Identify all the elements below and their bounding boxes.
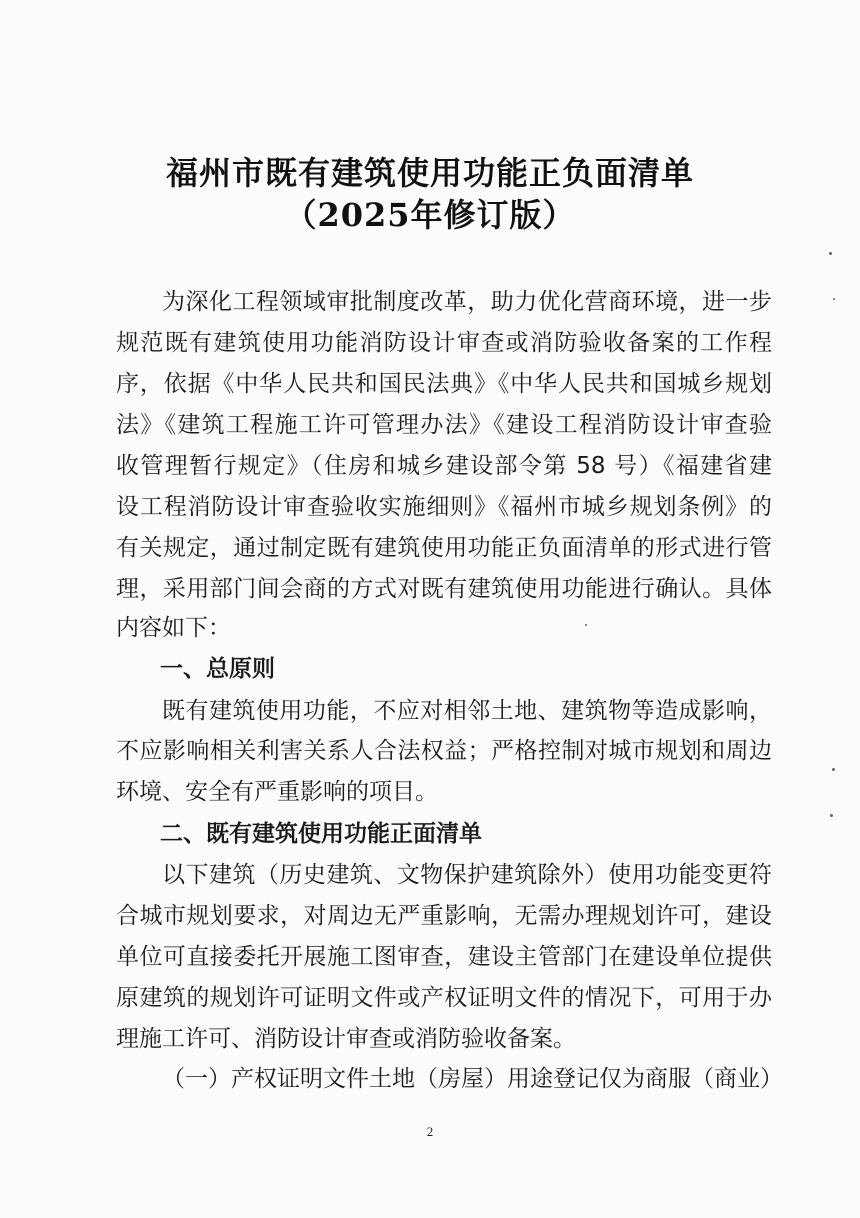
section-heading: 一、总原则 (160, 656, 275, 682)
scan-speck (829, 252, 832, 255)
scan-speck (830, 814, 833, 817)
text-line: 序，依据《中华人民共和国民法典》《中华人民共和国城乡规划 (116, 371, 772, 397)
scan-speck (585, 624, 587, 626)
section-heading: 二、既有建筑使用功能正面清单 (160, 821, 482, 847)
scan-speck (833, 298, 835, 300)
page-number: 2 (426, 1124, 434, 1139)
text-line: 原建筑的规划许可证明文件或产权证明文件的情况下，可用于办 (116, 985, 772, 1011)
text-line: 收管理暂行规定》（住房和城乡建设部令第 58 号）《福建省建 (116, 453, 772, 479)
text-line: 合城市规划要求，对周边无严重影响，无需办理规划许可，建设 (116, 903, 772, 929)
text-line: 为深化工程领域审批制度改革，助力优化营商环境，进一步 (162, 289, 772, 315)
text-line: 单位可直接委托开展施工图审查，建设主管部门在建设单位提供 (116, 944, 772, 970)
text-line: 内容如下： (116, 615, 231, 641)
text-line: 既有建筑使用功能，不应对相邻土地、建筑物等造成影响， (162, 698, 772, 724)
text-line: 理，采用部门间会商的方式对既有建筑使用功能进行确认。具体 (116, 576, 772, 602)
scan-speck (832, 768, 835, 771)
text-line: 法》《建筑工程施工许可管理办法》《建设工程消防设计审查验 (116, 412, 772, 438)
text-line: 不应影响相关利害关系人合法权益；严格控制对城市规划和周边 (116, 738, 772, 764)
text-line: 以下建筑（历史建筑、文物保护建筑除外）使用功能变更符 (162, 862, 772, 888)
text-line: 设工程消防设计审查验收实施细则》《福州市城乡规划条例》的 (116, 494, 772, 520)
text-line: （一）产权证明文件土地（房屋）用途登记仅为商服（商业） (162, 1066, 783, 1092)
text-line: 有关规定，通过制定既有建筑使用功能正负面清单的形式进行管 (116, 535, 772, 561)
text-line: 规范既有建筑使用功能消防设计审查或消防验收备案的工作程 (116, 330, 772, 356)
document-title: 福州市既有建筑使用功能正负面清单 (165, 154, 694, 192)
text-line: 环境、安全有严重影响的项目。 (116, 779, 438, 805)
text-line: 理施工许可、消防设计审查或消防验收备案。 (116, 1026, 576, 1052)
document-subtitle: （2025年修订版） (284, 196, 576, 234)
